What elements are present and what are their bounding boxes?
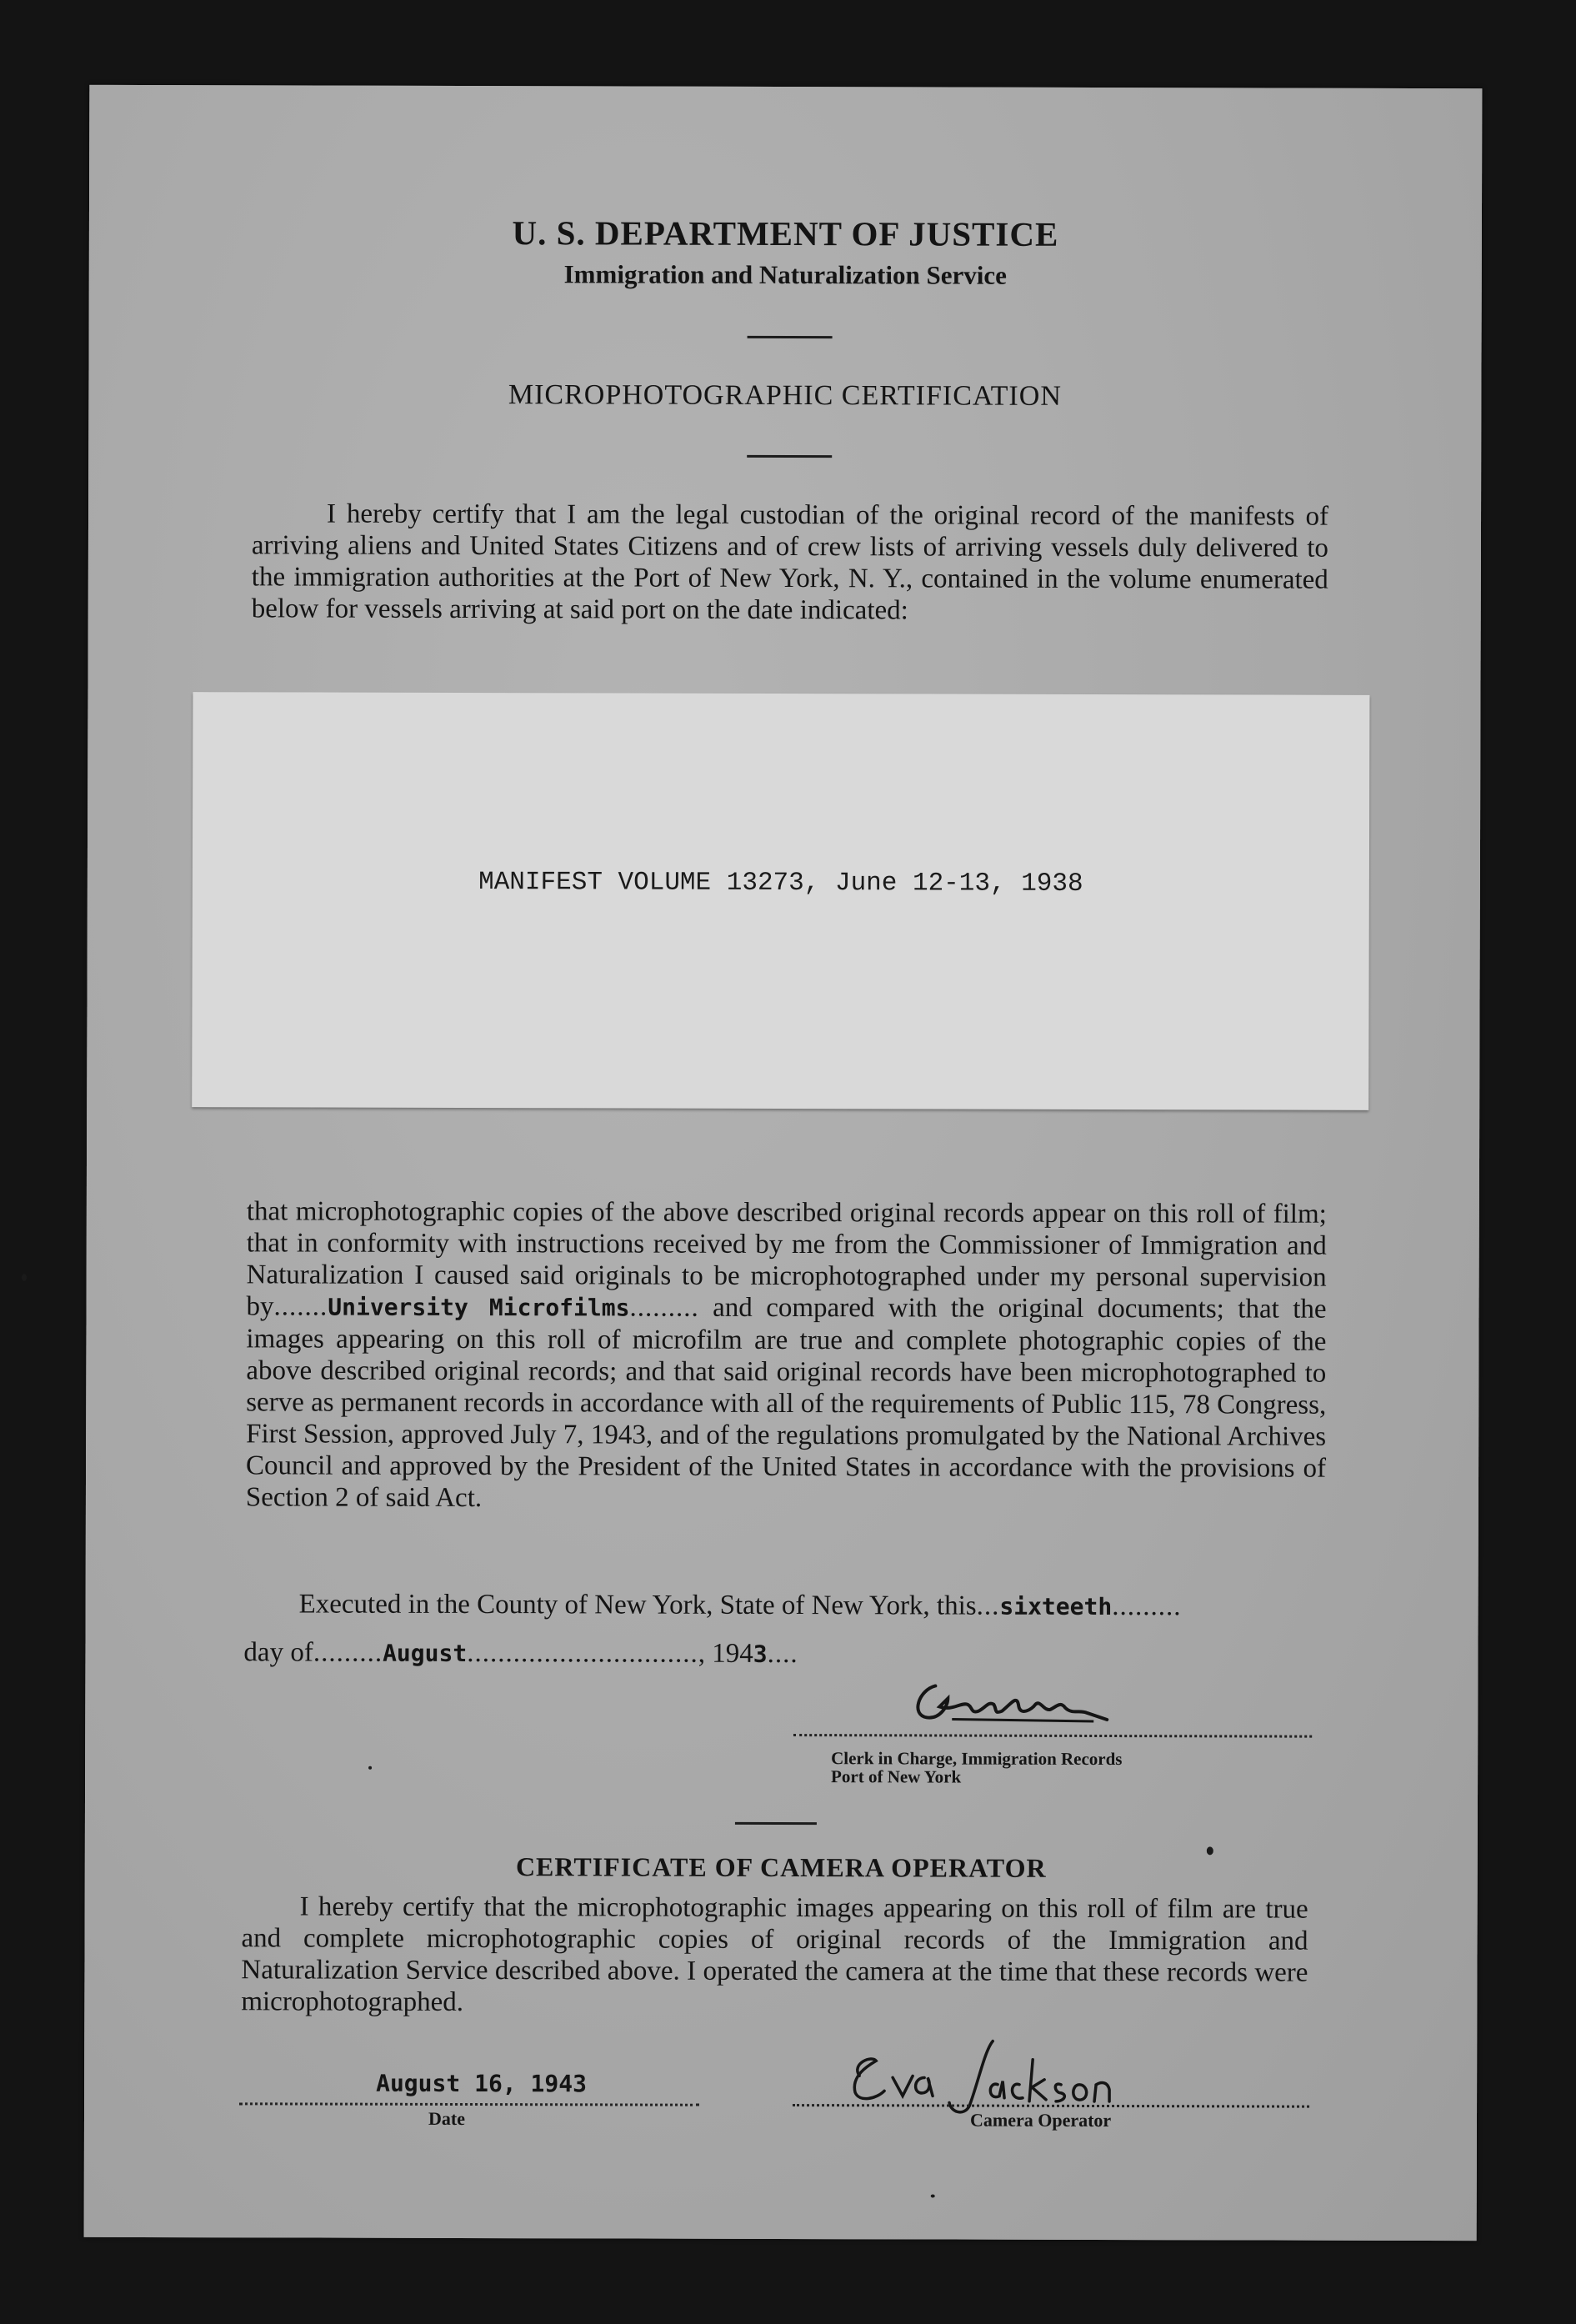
camera-certificate-title: CERTIFICATE OF CAMERA OPERATOR xyxy=(515,1851,1047,1883)
records-statement-part1: that microphotographic copies of the above described original records appear on this roll of film; that in conformity with instructions received by me from the Commissioner of Immigration and Naturalization I caused said originals to be microphotographed under my personal supervision by xyxy=(246,1196,1327,1322)
year-prefix: , 194 xyxy=(698,1638,753,1669)
custodian-statement: I hereby certify that I am the legal custodian of the original record of the manifests of arriving aliens and United States Citizens and of crew lists of arriving vessels duly delivered to the immigration authorities at the Port of New York, N. Y., contained in the volume enumerated below for vessels arriving at said port on the date indicated: xyxy=(251,498,1329,626)
records-statement xyxy=(246,1195,1327,1515)
divider xyxy=(735,1822,817,1825)
year-digit: 3 xyxy=(753,1640,768,1668)
day-of-label: day of xyxy=(243,1637,313,1668)
clerk-title-line2: Port of New York xyxy=(831,1766,962,1787)
execution-day: sixteeth xyxy=(999,1592,1113,1621)
divider xyxy=(748,336,833,338)
records-statement-part2: and compared with the original documents; that the images appearing on this roll of microfilm are true and complete photographic copies of the above described original records; and that said original records have been microphotographed to serve as permanent records in accordance with all of the requirements of Public 115, 78 Congress, First Session, approved July 7, 1943, and of the regulations promulgated by the National Archives Council and approved by the President of the United States in accordance with the provisions of Section 2 of said Act. xyxy=(245,1292,1327,1514)
fill-dots: ....... xyxy=(273,1291,328,1322)
fill-dots: .............................. xyxy=(467,1638,698,1669)
fill-dots: ......... xyxy=(313,1637,383,1668)
execution-line xyxy=(299,1589,1182,1622)
certificate-page xyxy=(84,85,1483,2241)
fill-dots: ......... xyxy=(629,1292,699,1323)
speck xyxy=(368,1766,372,1770)
service-subtitle: Immigration and Naturalization Service xyxy=(563,259,1007,290)
photographer-name: University Microfilms xyxy=(328,1293,630,1322)
date-label: Date xyxy=(428,2107,466,2130)
certificate-date: August 16, 1943 xyxy=(376,2069,588,2098)
manifest-volume-label: MANIFEST VOLUME 13273, June 12-13, 1938 xyxy=(478,868,1083,899)
fill-dots: ......... xyxy=(1112,1591,1182,1622)
clerk-signature xyxy=(902,1660,1110,1736)
date-line xyxy=(239,2102,699,2106)
certification-title: MICROPHOTOGRAPHIC CERTIFICATION xyxy=(508,379,1062,412)
department-title: U. S. DEPARTMENT OF JUSTICE xyxy=(512,213,1059,253)
day-of-line xyxy=(243,1637,798,1670)
clerk-title xyxy=(831,1749,1122,1786)
clerk-signature-line xyxy=(793,1734,1312,1738)
speck xyxy=(22,1274,27,1281)
execution-month: August xyxy=(383,1639,468,1668)
speck xyxy=(931,2194,935,2197)
fill-dots: ... xyxy=(976,1590,1000,1621)
speck xyxy=(1207,1846,1213,1855)
fill-dots: .... xyxy=(767,1638,798,1670)
volume-card xyxy=(192,692,1369,1110)
execution-prefix: Executed in the County of New York, State of New York, this xyxy=(298,1589,977,1621)
clerk-title-line1: Clerk in Charge, Immigration Records xyxy=(831,1748,1123,1770)
divider xyxy=(747,455,832,458)
camera-statement: I hereby certify that the microphotographic images appearing on this roll of film are true and complete microphotographic copies of original records of the Immigration and Naturalization Service described above. I operated the camera at the time that these records were microphotographed. xyxy=(241,1891,1308,2017)
operator-label: Camera Operator xyxy=(969,2109,1112,2131)
